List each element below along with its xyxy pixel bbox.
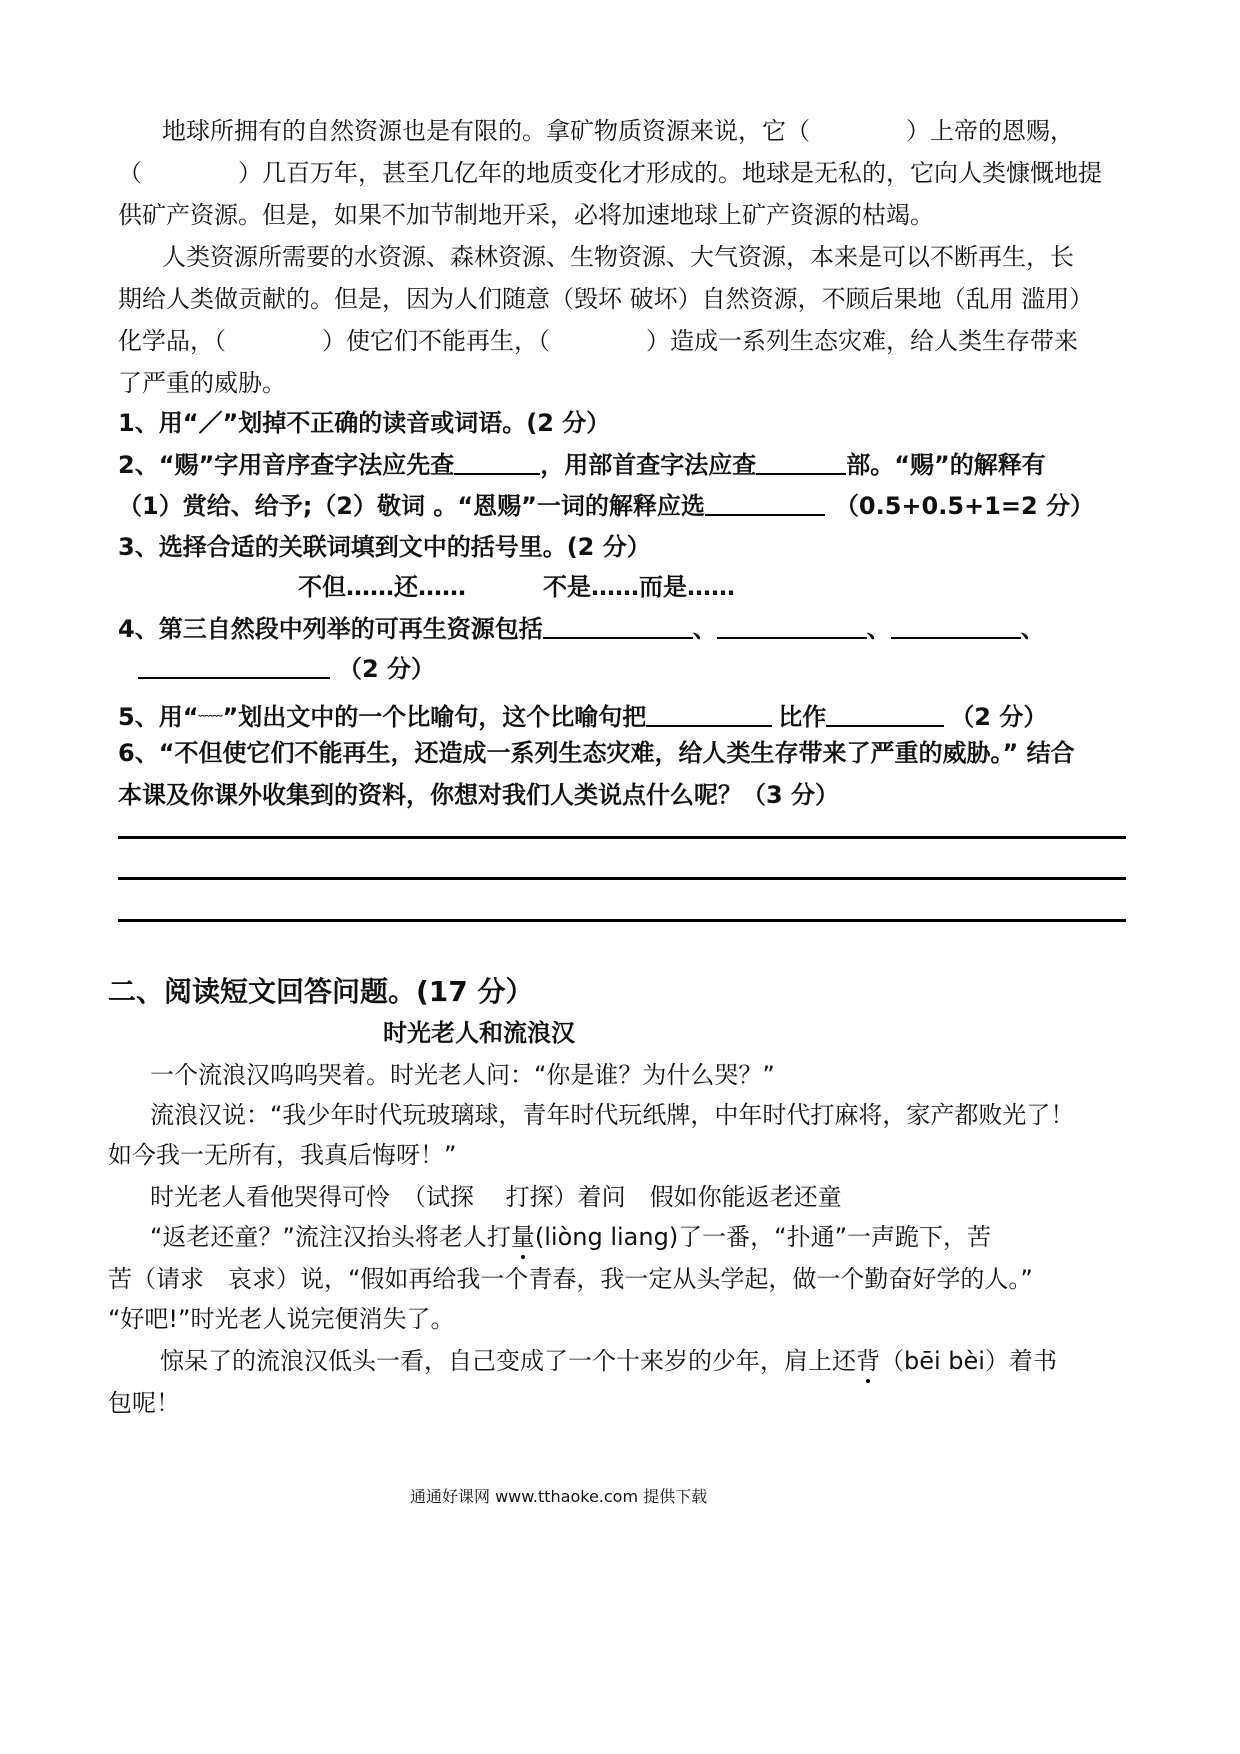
answer-blank[interactable] [454, 451, 540, 475]
story-line: 如今我一无所有，我真后悔呀！” [108, 1141, 457, 1169]
question-4-line-2 [138, 654, 435, 684]
story-line: 包呢！ [108, 1389, 180, 1417]
passage-line: 地球所拥有的自然资源也是有限的。拿矿物质资源来说，它（ ）上帝的恩赐， [162, 117, 1074, 145]
question-2-score: （0.5+0.5+1=2 分） [834, 492, 1095, 520]
story-text: （bēi bèi）着书 [880, 1347, 1057, 1375]
story-text: 惊呆了的流浪汉低头一看，自己变成了一个十来岁的少年，肩上还 [160, 1347, 856, 1375]
passage-line: 了严重的威胁。 [118, 369, 286, 397]
question-6-line-2: 本课及你课外收集到的资料，你想对我们人类说点什么呢？（3 分） [118, 781, 840, 809]
answer-line[interactable] [118, 836, 1126, 839]
passage-line: 化学品，（ ）使它们不能再生，（ ）造成一系列生态灾难，给人类生存带来 [118, 327, 1078, 355]
dotted-character: 背 [856, 1347, 880, 1375]
passage-line: 供矿产资源。但是，如果不加节制地开采，必将加速地球上矿产资源的枯竭。 [118, 201, 934, 229]
passage-line: 人类资源所需要的水资源、森林资源、生物资源、大气资源，本来是可以不断再生，长 [162, 243, 1074, 271]
question-2 [118, 450, 1046, 480]
story-line: 流浪汉说：“我少年时代玩玻璃球，青年时代玩纸牌，中年时代打麻将，家产都败光了！ [150, 1101, 1075, 1129]
separator: 、 [692, 615, 717, 643]
passage-line: （ ）几百万年，甚至几亿年的地质变化才形成的。地球是无私的，它向人类慷慨地提 [118, 159, 1102, 187]
question-4 [118, 614, 1045, 644]
question-4-text: 4、第三自然段中列举的可再生资源包括 [118, 615, 543, 643]
wavy-line-mark: ﹏﹏ [198, 704, 223, 718]
conjunction-option-1: 不但……还…… [298, 573, 466, 601]
question-1: 1、用“／”划掉不正确的读音或词语。(2 分） [118, 409, 611, 437]
answer-blank[interactable] [705, 492, 825, 516]
story-line: 一个流浪汉呜呜哭着。时光老人问：“你是谁？为什么哭？” [150, 1061, 775, 1089]
question-6: 6、“不但使它们不能再生，还造成一系列生态灾难，给人类生存带来了严重的威胁。” 结合 [118, 739, 1075, 767]
story-line [160, 1346, 1057, 1376]
question-5-part-a: 5、用“ [118, 703, 199, 731]
separator: 、 [1020, 615, 1045, 643]
answer-blank[interactable] [756, 451, 846, 475]
answer-blank[interactable] [646, 703, 772, 727]
story-line: 苦（请求 哀求）说，“假如再给我一个青春，我一定从头学起，做一个勤奋好学的人。” [108, 1265, 1033, 1293]
answer-blank[interactable] [543, 615, 693, 639]
question-5-part-b: ”划出文中的一个比喻句，这个比喻句把 [222, 703, 647, 731]
conjunction-option-2: 不是……而是…… [543, 573, 735, 601]
question-2-part-b: ，用部首查字法应查 [540, 451, 757, 479]
story-line: 时光老人看他哭得可怜 （试探 打探）着问 假如你能返老还童 [150, 1183, 842, 1211]
answer-line[interactable] [118, 919, 1126, 922]
question-5-part-c: 比作 [778, 703, 827, 731]
question-2-part-a: 2、“赐”字用音序查字法应先查 [118, 451, 455, 479]
answer-blank[interactable] [891, 615, 1021, 639]
dotted-character: 量 [510, 1223, 535, 1251]
section-heading: 二、阅读短文回答问题。(17 分） [108, 975, 534, 1008]
story-text: (liòng liang)了一番，“扑通”一声跪下，苦 [534, 1223, 992, 1251]
story-title: 时光老人和流浪汉 [383, 1019, 575, 1047]
story-line [150, 1222, 991, 1252]
question-2-line-2 [118, 491, 1094, 521]
separator: 、 [866, 615, 891, 643]
question-4-score: （2 分） [338, 655, 436, 683]
answer-blank[interactable] [717, 615, 867, 639]
question-5-score: （2 分） [950, 703, 1048, 731]
answer-line[interactable] [118, 877, 1126, 880]
answer-blank[interactable] [138, 655, 330, 679]
question-2-part-c: 部。“赐”的解释有 [846, 451, 1046, 479]
story-text: “返老还童？”流注汉抬头将老人打 [150, 1223, 511, 1251]
story-line: “好吧!”时光老人说完便消失了。 [108, 1305, 455, 1333]
question-3: 3、选择合适的关联词填到文中的括号里。(2 分） [118, 533, 651, 561]
question-2-definitions: （1）赏给、给予;（2）敬词 。“恩赐”一词的解释应选 [118, 492, 705, 520]
question-5 [118, 696, 1047, 732]
answer-blank[interactable] [826, 703, 944, 727]
footer-text: 通通好课网 www.tthaoke.com 提供下载 [410, 1487, 708, 1506]
passage-line: 期给人类做贡献的。但是，因为人们随意（毁坏 破坏）自然资源，不顾后果地（乱用 滥用） [118, 285, 1094, 313]
